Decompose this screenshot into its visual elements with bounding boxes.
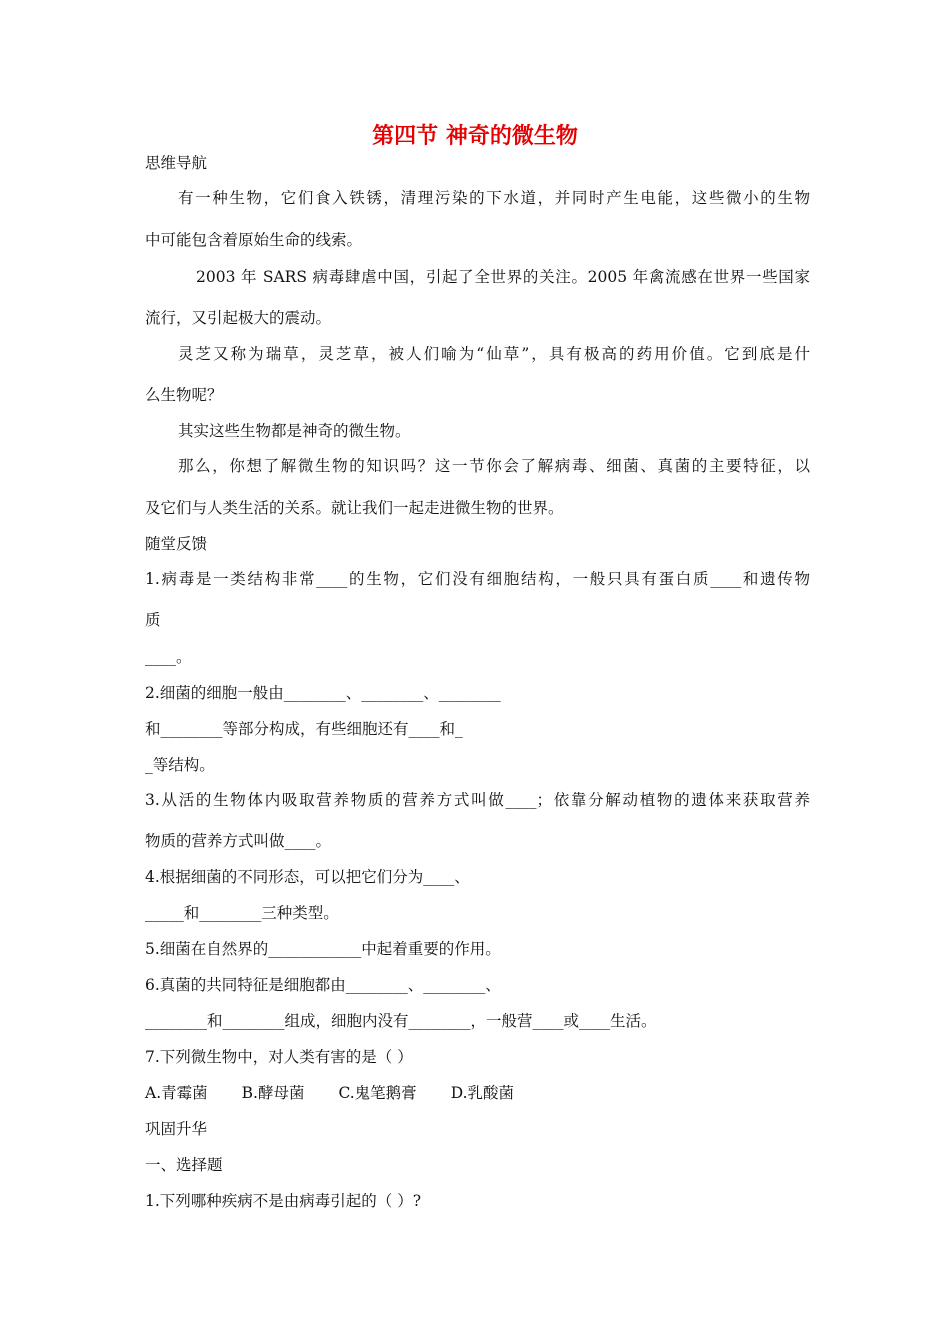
question-6-line-1: 6.真菌的共同特征是细胞都由________、________、 bbox=[145, 976, 501, 994]
question-3-line-2: 物质的营养方式叫做____。 bbox=[145, 832, 332, 850]
intro-paragraph-5-line-2: 及它们与人类生活的关系。就让我们一起走进微生物的世界。 bbox=[145, 499, 564, 517]
section-heading-feedback: 随堂反馈 bbox=[145, 535, 208, 553]
intro-paragraph-3-line-2: 么生物呢？ bbox=[145, 386, 223, 404]
question-6-line-2: ________和________组成，细胞内没有________，一般营____或____生活。 bbox=[145, 1012, 657, 1030]
choice-question-1: 1.下列哪种疾病不是由病毒引起的（ ）? bbox=[145, 1192, 422, 1210]
intro-paragraph-2-line-2: 流行，又引起极大的震动。 bbox=[145, 309, 332, 327]
question-2-line-2: 和________等部分构成，有些细胞还有____和_ bbox=[145, 720, 463, 738]
intro-paragraph-1-line-1: 有一种生物，它们食入铁锈，清理污染的下水道，并同时产生电能，这些微小的生物 bbox=[178, 189, 810, 207]
question-5: 5.细菌在自然界的____________中起着重要的作用。 bbox=[145, 940, 501, 958]
question-1-line-1: 1.病毒是一类结构非常____的生物，它们没有细胞结构，一般只具有蛋白质____和遗传物 bbox=[145, 570, 810, 588]
intro-paragraph-4: 其实这些生物都是神奇的微生物。 bbox=[178, 422, 411, 440]
question-2-line-1: 2.细菌的细胞一般由________、________、________ bbox=[145, 684, 501, 702]
option-a: A.青霉菌 bbox=[145, 1084, 208, 1102]
intro-paragraph-1-line-2: 中可能包含着原始生命的线索。 bbox=[145, 231, 363, 249]
section-heading-consolidate: 巩固升华 bbox=[145, 1120, 208, 1138]
intro-paragraph-5-line-1: 那么，你想了解微生物的知识吗？这一节你会了解病毒、细菌、真菌的主要特征，以 bbox=[178, 457, 810, 475]
question-4-line-2: _____和________三种类型。 bbox=[145, 904, 339, 922]
question-2-line-3: _等结构。 bbox=[145, 756, 215, 774]
question-1-line-2: 质 bbox=[145, 611, 161, 629]
question-1-line-3: ____。 bbox=[145, 648, 192, 666]
question-3-line-1: 3.从活的生物体内吸取营养物质的营养方式叫做____；依靠分解动植物的遗体来获取营养 bbox=[145, 791, 810, 809]
option-d: D.乳酸菌 bbox=[450, 1084, 515, 1102]
page-title: 第四节 神奇的微生物 bbox=[372, 124, 578, 149]
option-c: C.鬼笔鹅膏 bbox=[338, 1084, 417, 1102]
question-7: 7.下列微生物中，对人类有害的是（ ） bbox=[145, 1048, 413, 1066]
section-heading-guide: 思维导航 bbox=[145, 154, 208, 172]
question-4-line-1: 4.根据细菌的不同形态，可以把它们分为____、 bbox=[145, 868, 470, 886]
intro-paragraph-3-line-1: 灵芝又称为瑞草，灵芝草，被人们喻为“仙草”，具有极高的药用价值。它到底是什 bbox=[178, 345, 810, 363]
intro-paragraph-2-line-1: 2003 年 SARS 病毒肆虐中国，引起了全世界的关注。2005 年禽流感在世界一些国家 bbox=[196, 268, 810, 286]
option-b: B.酵母菌 bbox=[241, 1084, 305, 1102]
question-7-options bbox=[145, 1082, 810, 1104]
section-heading-choice: 一、选择题 bbox=[145, 1156, 223, 1174]
